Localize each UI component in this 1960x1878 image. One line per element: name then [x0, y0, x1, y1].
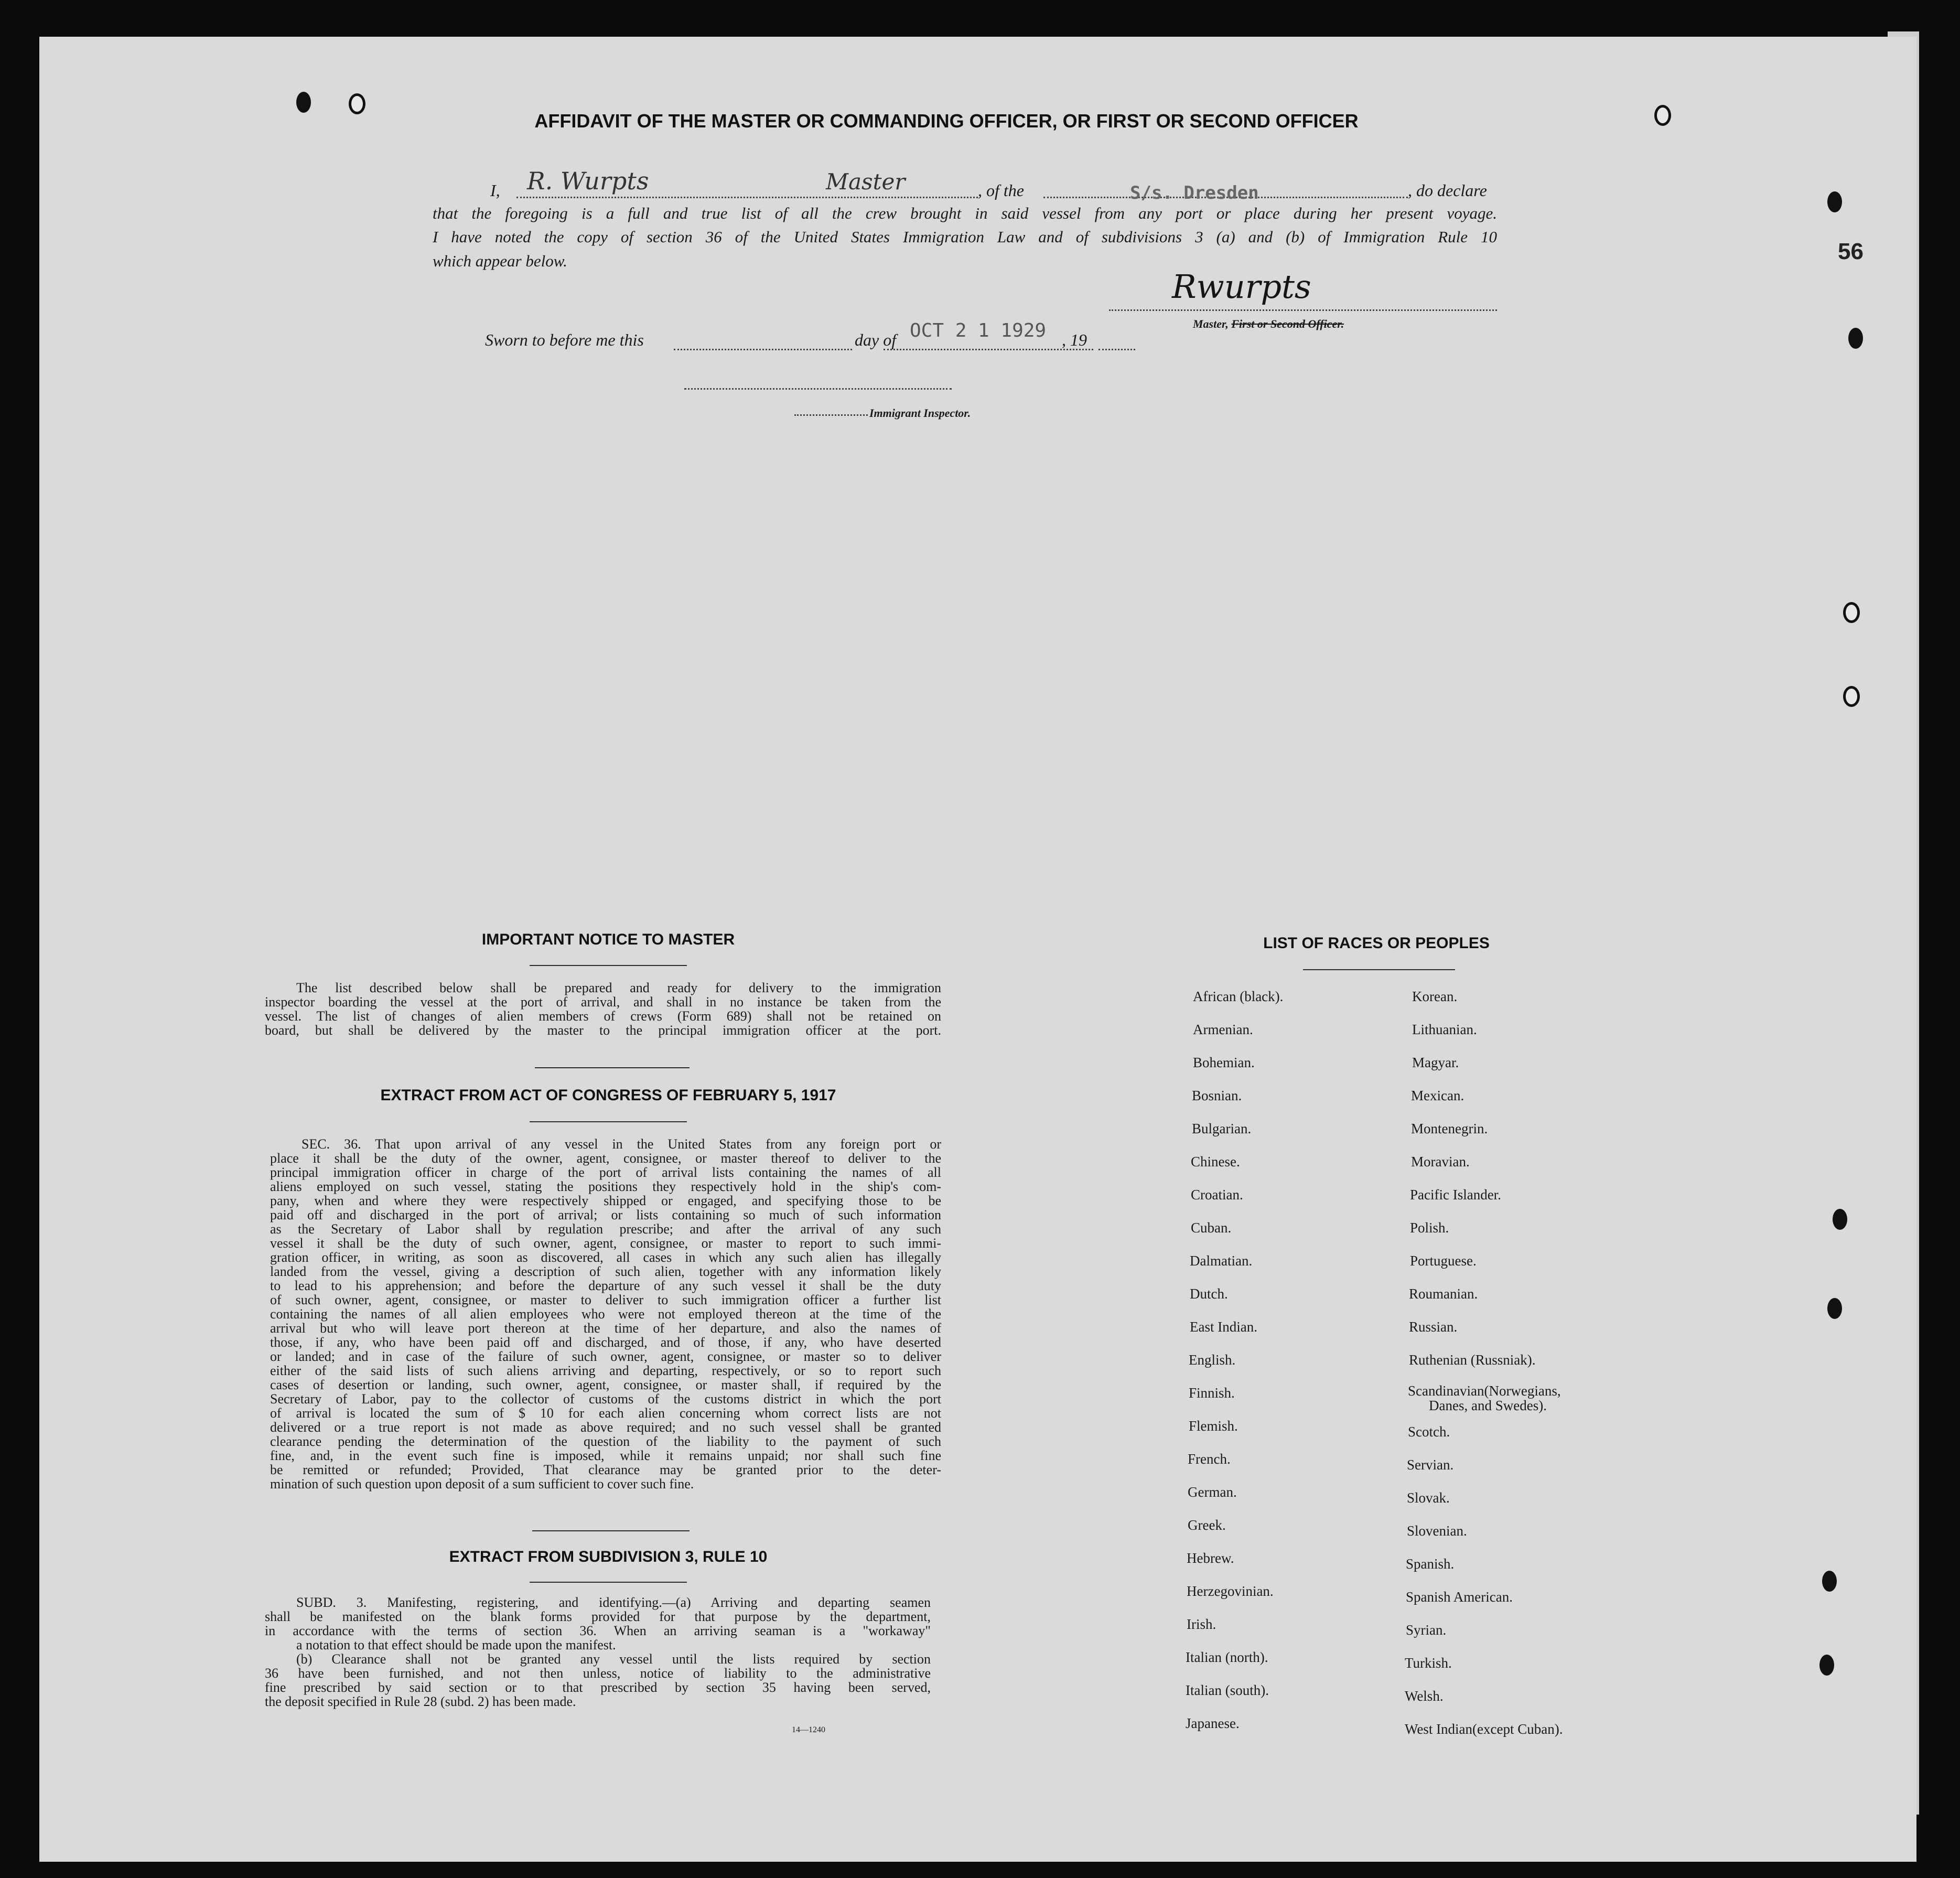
notice-body	[265, 981, 941, 1037]
race-item: Montenegrin.	[1411, 1121, 1488, 1136]
race-item: Spanish.	[1406, 1556, 1455, 1572]
race-item: Moravian.	[1411, 1154, 1470, 1169]
race-item: Armenian.	[1193, 1022, 1253, 1037]
race-item: Bulgarian.	[1192, 1121, 1252, 1136]
race-item: Roumanian.	[1409, 1286, 1478, 1302]
act-line: place it shall be the duty of the owner, agent, consignee, or master thereof to deliver to the	[270, 1151, 941, 1166]
race-item: East Indian.	[1190, 1319, 1257, 1335]
act-line: Secretary of Labor, pay to the collector of customs of the customs district in which the port	[270, 1391, 941, 1407]
race-item: Turkish.	[1405, 1655, 1452, 1671]
race-item: Slovak.	[1407, 1490, 1450, 1506]
races-title: LIST OF RACES OR PEOPLES	[1263, 935, 1490, 952]
signature-blank	[1109, 309, 1497, 311]
race-item: Danes, and Swedes).	[1429, 1398, 1547, 1413]
race-item: Herzegovinian.	[1187, 1583, 1274, 1599]
name-blank	[516, 197, 978, 198]
race-item: French.	[1188, 1451, 1231, 1467]
binder-hole	[1843, 602, 1860, 623]
race-item: African (black).	[1193, 989, 1284, 1004]
year-label: , 19	[1062, 330, 1087, 349]
binder-hole	[1827, 1298, 1842, 1319]
act-line: of such owner, agent, consignee, or master to deliver to such immigration officer a further list	[270, 1292, 941, 1307]
sworn-label: Sworn to before me this	[485, 330, 644, 349]
act-line: to lead to his apprehension; and before the departure of any such vessel it shall be the duty	[270, 1278, 941, 1293]
act-line: cases of desertion or landing, such owner, agent, consignee, or master shall, if required by the	[270, 1377, 941, 1392]
notice-line: inspector boarding the vessel at the port of arrival, and shall in no instance be taken from the	[265, 994, 941, 1010]
act-line: be remitted or refunded; Provided, That clearance may be granted prior to the deter-	[270, 1462, 941, 1477]
race-item: Portuguese.	[1410, 1253, 1477, 1269]
caption-struck: First or Second Officer.	[1231, 317, 1344, 330]
rule-line: in accordance with the terms of section 36. When an arriving seaman is a "workaway"	[265, 1623, 931, 1638]
master-signature: Rwurpts	[1172, 267, 1311, 306]
affidavit-line-3: I have noted the copy of section 36 of the United States Immigration Law and of subdivisions 3 (a) and (b) of Immigration Rule 10	[433, 228, 1497, 246]
notice-line: The list described below shall be prepared and ready for delivery to the immigration	[296, 980, 941, 995]
race-item: Chinese.	[1191, 1154, 1240, 1169]
divider	[530, 1121, 687, 1122]
extract-act-body	[270, 1137, 941, 1491]
notice-line: vessel. The list of changes of alien members of crews (Form 689) shall not be retained on	[265, 1008, 941, 1024]
divider	[530, 1582, 687, 1583]
race-item: Dutch.	[1190, 1286, 1228, 1302]
race-item: Polish.	[1410, 1220, 1449, 1236]
binder-hole	[1833, 1209, 1847, 1230]
race-item: Hebrew.	[1187, 1550, 1234, 1566]
signature-caption	[1193, 317, 1344, 331]
notice-title: IMPORTANT NOTICE TO MASTER	[481, 931, 735, 948]
race-item: Japanese.	[1186, 1715, 1240, 1731]
inspector-signature-blank	[684, 388, 952, 390]
binder-hole	[1848, 328, 1863, 349]
date-stamp: OCT 2 1 1929	[910, 320, 1047, 341]
race-item: Syrian.	[1406, 1622, 1447, 1638]
master-position: Master	[826, 169, 906, 195]
inspector-blank	[794, 414, 868, 416]
race-item: Scotch.	[1408, 1424, 1450, 1440]
act-line: of arrival is located the sum of $ 10 for each alien concerning whom correct lists are not	[270, 1405, 941, 1421]
act-line: vessel it shall be the duty of such owner, agent, consignee, or master to report to such immi-	[270, 1236, 941, 1251]
document-page	[39, 37, 1916, 1862]
affidavit-i: I,	[490, 181, 500, 200]
race-item: Bohemian.	[1193, 1055, 1255, 1070]
act-line: mination of such question upon deposit of a sum sufficient to cover such fine.	[270, 1476, 694, 1491]
rule-line: SUBD. 3. Manifesting, registering, and identifying.—(a) Arriving and departing seamen	[296, 1595, 931, 1610]
race-item: Mexican.	[1411, 1088, 1464, 1103]
act-line: either of the said lists of such aliens arriving and departing, respectively, or so to report such	[270, 1363, 941, 1378]
race-item: Irish.	[1187, 1616, 1216, 1632]
act-line: paid off and discharged in the port of arrival; or lists containing so much of such information	[270, 1207, 941, 1222]
rule-line: shall be manifested on the blank forms provided for that purpose by the department,	[265, 1609, 931, 1624]
day-blank	[674, 349, 852, 350]
binder-hole	[1827, 191, 1842, 212]
divider	[530, 965, 687, 966]
act-line: as the Secretary of Labor shall by regulation prescribe; and after the arrival of any such	[270, 1221, 941, 1237]
race-item: Flemish.	[1189, 1418, 1238, 1434]
binder-hole	[1843, 686, 1860, 707]
race-item: German.	[1188, 1484, 1237, 1500]
act-line: fine, and, in the event such fine is imposed, while it remains unpaid; nor shall such fine	[270, 1448, 941, 1463]
act-line: containing the names of all alien employees who were not employed thereon at the time of the	[270, 1306, 941, 1322]
extract-rule-body	[265, 1595, 931, 1709]
page-number: 56	[1838, 239, 1864, 264]
race-item: Finnish.	[1189, 1385, 1235, 1401]
affidavit-line-4: which appear below.	[433, 252, 567, 270]
rule-line: (b) Clearance shall not be granted any vessel until the lists required by section	[296, 1651, 931, 1667]
race-item: Lithuanian.	[1412, 1022, 1477, 1037]
affidavit-line-2: that the foregoing is a full and true list of all the crew brought in said vessel from any port or place during her present voyage.	[433, 204, 1497, 222]
day-of-label: day of	[855, 330, 897, 349]
race-item: Dalmatian.	[1190, 1253, 1253, 1269]
act-line: gration officer, in writing, as soon as discovered, all cases in which any such alien has illegally	[270, 1250, 941, 1265]
race-item: Italian (south).	[1186, 1682, 1269, 1698]
act-line: or landed; and in case of the failure of such owner, agent, consignee, or master so to deliver	[270, 1349, 941, 1364]
rule-line: a notation to that effect should be made upon the manifest.	[296, 1637, 616, 1652]
race-item: Servian.	[1407, 1457, 1454, 1473]
binder-hole	[296, 92, 311, 113]
inspector-caption: Immigrant Inspector.	[869, 406, 971, 420]
race-item: Croatian.	[1191, 1187, 1243, 1203]
act-line: pany, when and where they were respectively shipped or engaged, and specifying those to be	[270, 1193, 941, 1208]
race-item: Spanish American.	[1406, 1589, 1513, 1605]
race-item: English.	[1189, 1352, 1236, 1368]
race-item: West Indian(except Cuban).	[1405, 1721, 1563, 1737]
rule-line: the deposit specified in Rule 28 (subd. 2) has been made.	[265, 1694, 576, 1709]
binder-hole	[1654, 105, 1671, 126]
extract-act-title: EXTRACT FROM ACT OF CONGRESS OF FEBRUARY 5, 1917	[380, 1087, 836, 1104]
race-item: Scandinavian(Norwegians,	[1408, 1383, 1561, 1399]
notice-line: board, but shall be delivered by the master to the principal immigration officer at the port.	[265, 1023, 941, 1038]
race-item: Greek.	[1188, 1517, 1226, 1533]
race-item: Cuban.	[1191, 1220, 1232, 1236]
binder-hole	[1819, 1655, 1834, 1676]
race-item: Bosnian.	[1192, 1088, 1242, 1103]
divider	[532, 1530, 690, 1531]
race-item: Magyar.	[1412, 1055, 1459, 1070]
year-blank	[1099, 349, 1135, 350]
binder-hole	[349, 93, 365, 114]
divider	[1303, 969, 1455, 970]
act-line: landed from the vessel, giving a description of such alien, together with any information likely	[270, 1264, 941, 1279]
act-line: aliens employed on such vessel, stating the positions they respectively hold in the ship's com-	[270, 1179, 941, 1194]
vessel-name: S/s. Dresden	[1130, 183, 1259, 203]
race-item: Welsh.	[1405, 1688, 1444, 1704]
of-the-label: , of the	[978, 181, 1024, 200]
act-line: those, if any, who have been paid off and discharged, and of those, if any, who have deserted	[270, 1335, 941, 1350]
binder-hole	[1822, 1571, 1837, 1592]
act-line: principal immigration officer in charge of the port of arrival lists containing the names of all	[270, 1165, 941, 1180]
race-item: Ruthenian (Russniak).	[1409, 1352, 1536, 1368]
form-number: 14—1240	[792, 1725, 825, 1734]
act-line: clearance pending the determination of the question of the liability to the payment of such	[270, 1434, 941, 1449]
act-line: SEC. 36. That upon arrival of any vessel in the United States from any foreign port or	[301, 1136, 941, 1152]
affidavit-title: AFFIDAVIT OF THE MASTER OR COMMANDING OFFICER, OR FIRST OR SECOND OFFICER	[534, 110, 1359, 132]
do-declare-label: , do declare	[1408, 181, 1487, 200]
master-name: R. Wurpts	[527, 167, 649, 195]
race-item: Korean.	[1412, 989, 1458, 1004]
race-item: Russian.	[1409, 1319, 1458, 1335]
extract-rule-title: EXTRACT FROM SUBDIVISION 3, RULE 10	[449, 1548, 768, 1565]
rule-line: fine prescribed by said section or to that prescribed by section 35 having been served,	[265, 1680, 931, 1695]
race-item: Pacific Islander.	[1410, 1187, 1501, 1203]
act-line: delivered or a true report is not made as above required; and no such vessel shall be granted	[270, 1420, 941, 1435]
rule-line: 36 have been furnished, and not then unless, notice of liability to the administrative	[265, 1666, 931, 1681]
divider	[535, 1067, 690, 1068]
race-item: Slovenian.	[1407, 1523, 1467, 1539]
race-item: Italian (north).	[1186, 1649, 1268, 1665]
act-line: arrival but who will leave port thereon at the time of her departure, and also the names of	[270, 1321, 941, 1336]
caption-master: Master,	[1193, 317, 1229, 330]
